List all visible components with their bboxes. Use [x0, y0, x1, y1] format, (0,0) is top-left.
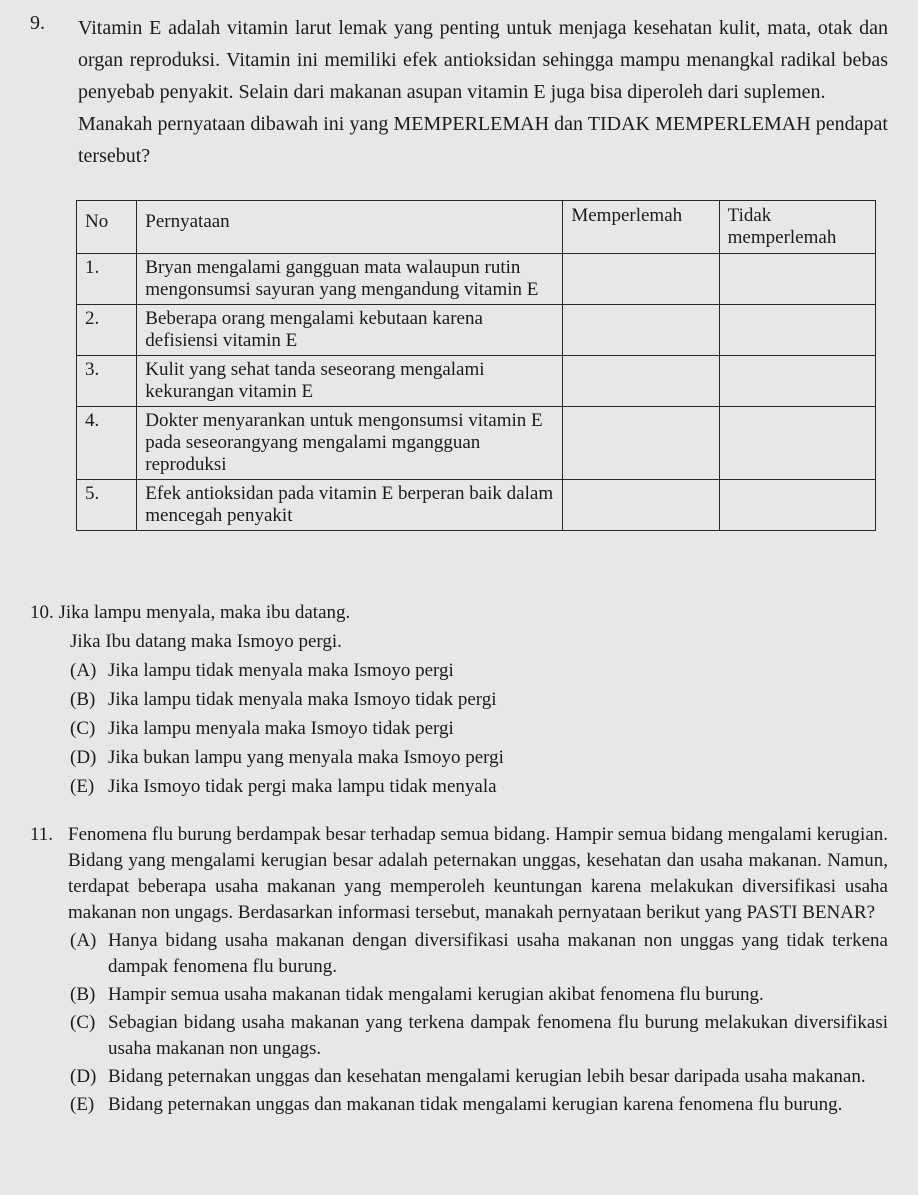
question-11-number: 11. — [30, 824, 54, 845]
header-not-weakens: Tidak memperlemah — [719, 201, 875, 254]
weakens-answer-cell[interactable] — [563, 305, 719, 356]
row-number: 1. — [77, 254, 137, 305]
option-letter: (C) — [70, 1012, 96, 1033]
question-9-paragraph: Vitamin E adalah vitamin larut lemak yang penting untuk menjaga kesehatan kulit, mata, otak dan organ reproduksi. Vitamin ini memiliki efek antioksidan sehingga mampu menangkal radikal bebas penyebab penyakit. Selain dari makanan asupan vitamin E juga bisa diperoleh dari suplemen. — [78, 17, 888, 103]
row-statement: Efek antioksidan pada vitamin E berperan baik dalam mencegah penyakit — [137, 480, 563, 531]
not-weakens-answer-cell[interactable] — [719, 254, 875, 305]
table-row — [77, 407, 876, 480]
not-weakens-answer-cell[interactable] — [719, 305, 875, 356]
option-a[interactable] — [70, 656, 888, 685]
option-text: Bidang peternakan unggas dan kesehatan mengalami kerugian lebih besar daripada usaha makanan. — [108, 1066, 866, 1087]
table-row — [77, 254, 876, 305]
option-letter: (E) — [70, 1094, 95, 1115]
row-statement: Kulit yang sehat tanda seseorang mengalami kekurangan vitamin E — [137, 356, 563, 407]
question-10-premise-2: Jika Ibu datang maka Ismoyo pergi. — [70, 631, 342, 652]
not-weakens-answer-cell[interactable] — [719, 407, 875, 480]
option-letter: (E) — [70, 776, 95, 797]
question-10 — [30, 598, 888, 801]
option-b[interactable] — [70, 982, 888, 1008]
option-text: Jika lampu menyala maka Ismoyo tidak pergi — [108, 718, 454, 739]
option-letter: (A) — [70, 660, 97, 681]
weakens-answer-cell[interactable] — [563, 356, 719, 407]
statement-table — [76, 200, 876, 531]
option-text: Bidang peternakan unggas dan makanan tidak mengalami kerugian karena fenomena flu burung. — [108, 1094, 843, 1115]
weakens-answer-cell[interactable] — [563, 480, 719, 531]
table-row — [77, 356, 876, 407]
weakens-answer-cell[interactable] — [563, 407, 719, 480]
option-d[interactable] — [70, 743, 888, 772]
option-text: Jika lampu tidak menyala maka Ismoyo pergi — [108, 660, 454, 681]
option-e[interactable] — [70, 772, 888, 801]
row-statement: Dokter menyarankan untuk mengonsumsi vitamin E pada seseorangyang mengalami mgangguan reproduksi — [137, 407, 563, 480]
table-header-row — [77, 201, 876, 254]
table-row — [77, 480, 876, 531]
question-11 — [30, 820, 888, 1118]
question-10-number: 10. — [30, 602, 54, 623]
option-letter: (B) — [70, 984, 96, 1005]
row-number: 4. — [77, 407, 137, 480]
header-no: No — [77, 201, 137, 254]
option-e[interactable] — [70, 1092, 888, 1118]
question-9 — [30, 12, 888, 172]
row-number: 5. — [77, 480, 137, 531]
question-9-number: 9. — [30, 12, 45, 34]
not-weakens-answer-cell[interactable] — [719, 480, 875, 531]
row-number: 3. — [77, 356, 137, 407]
option-c[interactable] — [70, 1010, 888, 1062]
option-letter: (D) — [70, 747, 97, 768]
header-weakens: Memperlemah — [563, 201, 719, 254]
option-letter: (D) — [70, 1066, 97, 1087]
row-number: 2. — [77, 305, 137, 356]
option-letter: (B) — [70, 689, 96, 710]
option-text: Jika lampu tidak menyala maka Ismoyo tidak pergi — [108, 689, 497, 710]
option-d[interactable] — [70, 1064, 888, 1090]
option-c[interactable] — [70, 714, 888, 743]
row-statement: Bryan mengalami gangguan mata walaupun rutin mengonsumsi sayuran yang mengandung vitamin E — [137, 254, 563, 305]
option-letter: (C) — [70, 718, 96, 739]
question-10-premise-1: Jika lampu menyala, maka ibu datang. — [58, 602, 351, 623]
option-letter: (A) — [70, 930, 97, 951]
option-text: Hampir semua usaha makanan tidak mengalami kerugian akibat fenomena flu burung. — [108, 984, 764, 1005]
question-9-prompt: Manakah pernyataan dibawah ini yang MEMPERLEMAH dan TIDAK MEMPERLEMAH pendapat tersebut? — [78, 113, 888, 167]
weakens-answer-cell[interactable] — [563, 254, 719, 305]
option-text: Sebagian bidang usaha makanan yang terkena dampak fenomena flu burung melakukan diversifikasi usaha makanan non ungags. — [108, 1012, 888, 1059]
option-text: Hanya bidang usaha makanan dengan diversifikasi usaha makanan non unggas yang tidak terkena dampak fenomena flu burung. — [108, 930, 888, 977]
question-11-paragraph: Fenomena flu burung berdampak besar terhadap semua bidang. Hampir semua bidang mengalami kerugian. Bidang yang mengalami kerugian besar adalah peternakan unggas, kesehatan dan usaha makanan. Namun, terdapat beberapa usaha makanan yang memperoleh keuntungan karena melakukan diversifikasi usaha makanan non ungags. Berdasarkan informasi tersebut, manakah pernyataan berikut yang PASTI BENAR? — [68, 824, 888, 923]
not-weakens-answer-cell[interactable] — [719, 356, 875, 407]
header-statement: Pernyataan — [137, 201, 563, 254]
option-a[interactable] — [70, 928, 888, 980]
row-statement: Beberapa orang mengalami kebutaan karena defisiensi vitamin E — [137, 305, 563, 356]
option-text: Jika bukan lampu yang menyala maka Ismoyo pergi — [108, 747, 504, 768]
table-row — [77, 305, 876, 356]
option-b[interactable] — [70, 685, 888, 714]
option-text: Jika Ismoyo tidak pergi maka lampu tidak menyala — [108, 776, 497, 797]
